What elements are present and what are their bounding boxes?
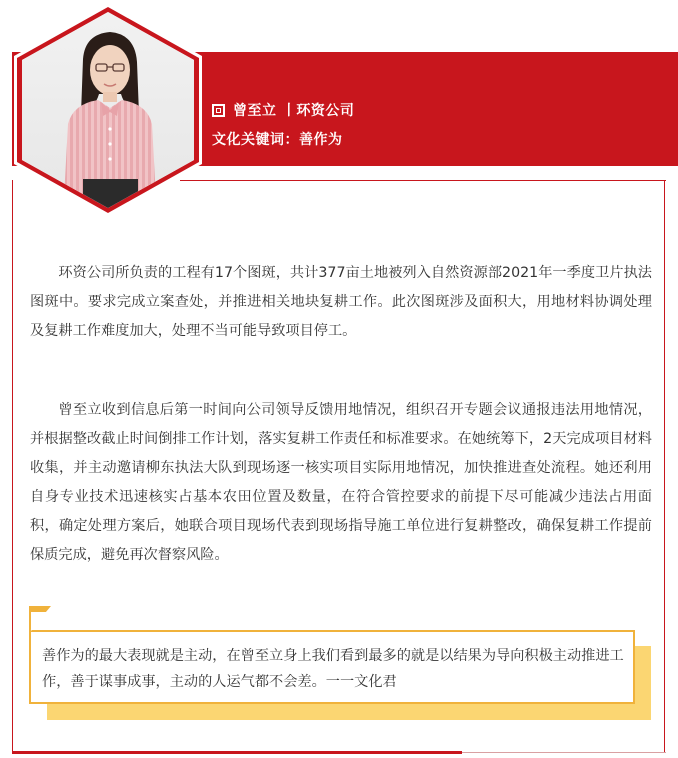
body-paragraph-2: 曾至立收到信息后第一时间向公司领导反馈用地情况，组织召开专题会议通报违法用地情况，并根据整改截止时间倒排工作计划，落实复耕工作责任和标准要求。在她统筹下，2天完成项目材料收集，并主动邀请柳东执法大队到现场逐一核实项目实际用地情况，加快推进查处流程。她还利用自身专业技术迅速核实占基本农田位置及数量，在符合管控要求的前提下尽可能减少违法占用面积，确定处理方案后，她联合项目现场代表到现场指导施工单位进行复耕整改，确保复耕工作提前保质完成，避免再次督察风险。 xyxy=(30,402,652,563)
profile-name-text: 曾至立 丨环资公司 xyxy=(233,103,355,119)
content-box-bottom-thin-border xyxy=(462,752,666,753)
profile-name-line xyxy=(212,100,354,120)
portrait-hexagon xyxy=(13,4,203,216)
body-paragraph-1: 环资公司所负责的工程有17个图斑，共计377亩土地被列入自然资源部2021年一季度卫片执法图斑中。要求完成立案查处，并推进相关地块复耕工作。此次图斑涉及面积大，用地材料协调处理及复耕工作难度加大，处理不当可能导致项目停工。 xyxy=(30,265,652,339)
content-box-bottom-border xyxy=(12,751,462,754)
quote-text: 善作为的最大表现就是主动，在曾至立身上我们看到最多的就是以结果为导向积极主动推进工作，善于谋事成事，主动的人运气都不会差。一一文化君 xyxy=(42,648,624,690)
square-bullet-icon xyxy=(212,104,225,117)
portrait-photo xyxy=(13,4,203,216)
quote-tab-inner xyxy=(31,612,47,631)
culture-keyword: 文化关键词：善作为 xyxy=(212,132,343,148)
banner-left-gap xyxy=(0,52,12,166)
